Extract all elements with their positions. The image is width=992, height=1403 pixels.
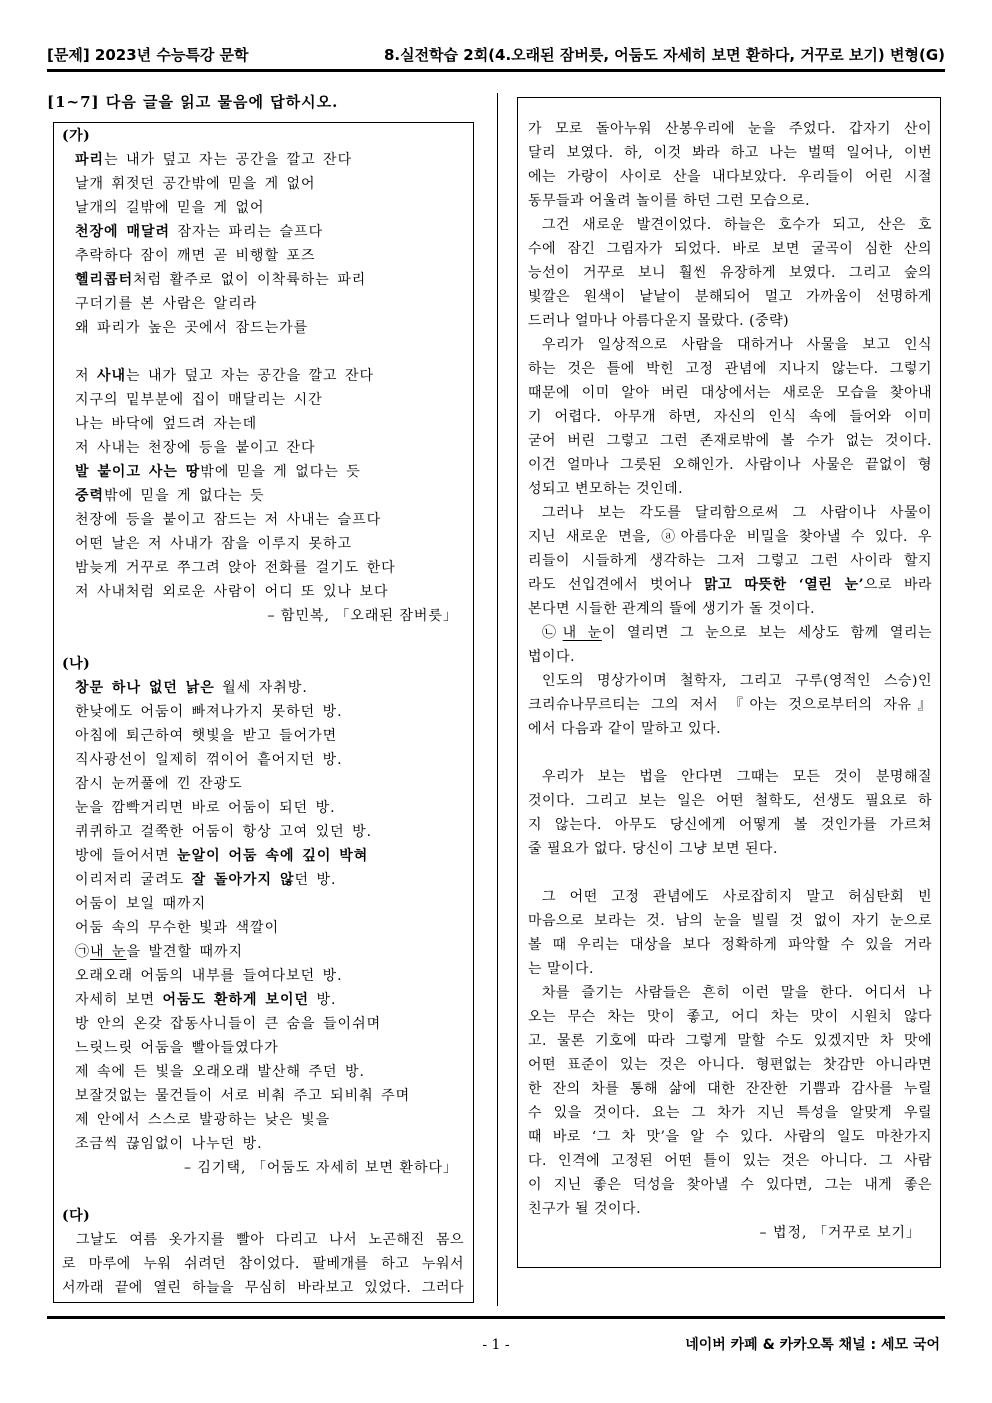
prose-line: 그날도 여름 옷가지를 빨아 다리고 나서 노곤해진 몸으 [76, 1232, 464, 1248]
bold-emphasis: 사내 [96, 368, 127, 384]
text-segment: 밖에 믿을 게 없다는 듯 [200, 464, 361, 480]
prose-line: 드러나 얼마나 아름다운지 몰랐다. (중략) [528, 313, 790, 329]
section-label: (나) [62, 656, 91, 672]
poem-line [62, 484, 464, 508]
text-segment: ㉡ [542, 625, 563, 641]
prose-line: 수 있을 것이다. 요는 그 차가 지닌 특성을 알맞게 우릴 [528, 1105, 932, 1121]
poem-line: 왜 파리가 높은 곳에서 잠드는가를 [75, 320, 309, 336]
publisher-channel: 네이버 카페 & 카카오톡 채널 : 세모 국어 [685, 1337, 940, 1353]
blank-line [528, 741, 932, 765]
poem-line: 밤늦게 거꾸로 쭈그려 앉아 전화를 걸기도 한다 [75, 560, 396, 576]
prose-line: 그건 새로운 발견이었다. 하늘은 호수가 되고, 산은 호 [542, 217, 932, 233]
prose-line: 로 마루에 누워 쉬려던 참이었다. 팔베개를 하고 누워서 [62, 1256, 464, 1272]
poem-line: 추락하다 잠이 깨면 곧 비행할 포즈 [75, 248, 316, 264]
bold-emphasis: 창문 하나 없던 낡은 [75, 680, 215, 696]
prose-line: 는 말이다. [528, 961, 594, 977]
poem-line: 제 속에 든 빛을 오래오래 발산해 주던 방. [75, 1064, 365, 1080]
poem-line: 저 사내처럼 외로운 사람이 어디 또 있나 보다 [75, 584, 389, 600]
lesson-title: 8.실전학습 2회(4.오래된 잠버릇, 어둠도 자세히 보면 환하다, 거꾸로 보기) 변형(G) [383, 46, 945, 64]
text-segment: 는 내가 덮고 자는 공간을 깔고 잔다 [126, 368, 375, 384]
prose-line: 이건 얼마나 그릇된 오해인가. 사람이나 사물은 끝없이 형 [528, 457, 932, 473]
poem-line: 느릿느릿 어둠을 빨아들였다가 [75, 1040, 279, 1056]
poem-line: 조금씩 끊임없이 나누던 방. [75, 1136, 263, 1152]
bold-emphasis: 어둠도 환하게 보이던 [162, 992, 309, 1008]
prose-line: 리들이 시들하게 생각하는 그저 그렇고 그런 사이라 할지 [528, 553, 932, 569]
prose-line: 마음으로 보라는 것. 남의 눈을 빌릴 것 없이 자기 눈으로 [528, 913, 932, 929]
paragraph [528, 621, 932, 669]
prose-line: 서까래 끝에 열린 하늘을 무심히 바라보고 있었다. 그러다 [62, 1280, 464, 1296]
poem-line [62, 220, 464, 244]
exam-title: [문제] 2023년 수능특강 문학 [47, 46, 249, 64]
poem-line [62, 148, 464, 172]
poem-line: 제 안에서 스스로 발광하는 낮은 빛을 [75, 1112, 331, 1128]
bold-emphasis: 잘 돌아가지 않 [191, 872, 295, 888]
prose-line: 줄 필요가 없다. 당신이 그냥 보면 된다. [528, 841, 778, 857]
prose-line: 가 모로 돌아누워 산봉우리에 눈을 주었다. 갑자기 산이 [528, 121, 932, 137]
prose-line: 어떤 표준이 있는 것은 아니다. 형편없는 찻감만 아니라면 [528, 1057, 932, 1073]
prose-line: 하는 것은 틀에 박힌 고정 관념에 지나지 않는다. 그렇기 [528, 361, 932, 377]
text-segment: 방에 들어서면 [75, 848, 178, 864]
blank-line [62, 340, 464, 364]
poem-line: 날개 휘젓던 공간밖에 믿을 게 없어 [75, 176, 316, 192]
poem-line: 천장에 등을 붙이고 잠드는 저 사내는 슬프다 [75, 512, 382, 528]
underlined-phrase: 내 눈 [562, 625, 602, 641]
poem-line [62, 844, 464, 868]
prose-line [528, 621, 932, 645]
poem-line: 지구의 밑부분에 집이 매달리는 시간 [75, 392, 323, 408]
text-segment: 잠자는 파리는 슬프다 [170, 224, 324, 240]
column-divider [497, 93, 498, 1306]
poem-line [62, 268, 464, 292]
source-citation: – 법정, 「거꾸로 보기」 [759, 1225, 921, 1241]
prose-line: 때문에 이미 알아 버린 대상에서는 새로운 모습을 찾아내 [528, 385, 932, 401]
paragraph [528, 117, 932, 213]
poem-line: 저 사내는 천장에 등을 붙이고 잔다 [75, 440, 316, 456]
prose-line: 고. 물론 기호에 따라 그렇게 말할 수도 있겠지만 차 맛에 [528, 1033, 932, 1049]
section-label: (다) [62, 1208, 91, 1224]
text-segment: 이 열리면 그 눈으로 보는 세상도 함께 열리는 [601, 625, 932, 641]
prose-line: 수에 잠긴 그림자가 되었다. 바로 보면 굴곡이 심한 산의 [528, 241, 932, 257]
header-rule [47, 69, 945, 72]
passage-box-left [53, 122, 474, 1303]
prose-line: 인도의 명상가이며 철학자, 그리고 구루(영적인 스승)인 [542, 673, 932, 689]
poem-line [62, 988, 464, 1012]
poem-line: 방 안의 온갖 잡동사니들이 큰 숨을 들이쉬며 [75, 1016, 382, 1032]
poem-line: 잠시 눈꺼풀에 낀 잔광도 [75, 776, 243, 792]
prose-line: 그 어떤 고정 관념에도 사로잡히지 말고 허심탄회 빈 [542, 889, 932, 905]
poem-line [62, 940, 464, 964]
prose-line: 그러나 보는 각도를 달리함으로써 그 사람이나 사물이 [542, 505, 932, 521]
poem-line: 직사광선이 일제히 꺾이어 흩어지던 방. [75, 752, 343, 768]
paragraph [528, 213, 932, 333]
prose-line: 성되고 변모하는 것인데. [528, 481, 684, 497]
poem-line: 아침에 퇴근하여 햇빛을 받고 들어가면 [75, 728, 338, 744]
blank-line [528, 861, 932, 885]
source-citation: – 함민복, 「오래된 잠버릇」 [267, 608, 458, 624]
paragraph [528, 501, 932, 621]
section-label: (가) [62, 128, 91, 144]
text-segment: 던 방. [294, 872, 337, 888]
prose-line: 다. 인격에 고정된 어떤 틀이 있는 것은 아니다. 그 사람 [528, 1153, 932, 1169]
bold-emphasis: 파리 [75, 152, 105, 168]
prose-line: 동무들과 어울려 놀이를 하던 그런 모습으로. [528, 193, 811, 209]
text-segment: 는 내가 덮고 자는 공간을 깔고 잔다 [104, 152, 353, 168]
prose-line: 에는 가랑이 사이로 산을 내다보았다. 우리들이 어린 시절 [528, 169, 932, 185]
text-segment: 저 [75, 368, 97, 384]
prose-line: 달리 보였다. 하, 이것 봐라 하고 나는 벌떡 일어나, 이번 [528, 145, 932, 161]
prose-line: 빛깔은 원색이 낱낱이 분해되어 멀고 가까움이 선명하게 [528, 289, 932, 305]
poem-line: 보잘것없는 물건들이 서로 비춰 주고 되비춰 주며 [75, 1088, 411, 1104]
poem-line: 한낮에도 어둠이 빠져나가지 못하던 방. [75, 704, 343, 720]
poem-line: 어둠 속의 무수한 빛과 색깔이 [75, 920, 280, 936]
prose-line: 볼 때 우리는 대상을 보다 정확하게 파악할 수 있을 거라 [528, 937, 932, 953]
paragraph [528, 885, 932, 981]
bold-emphasis: 천장에 매달려 [75, 224, 171, 240]
poem-line: 구더기를 본 사람은 알리라 [75, 296, 258, 312]
text-segment: 방. [309, 992, 337, 1008]
prose-line: 때 바로 ‘그 차 맛’을 알 수 있다. 사람의 일도 마찬가지 [528, 1129, 932, 1145]
prose-line [528, 573, 932, 597]
blank-line [62, 1180, 464, 1204]
prose-line: 우리가 보는 법을 안다면 그때는 모든 것이 분명해질 [542, 769, 932, 785]
prose-line: 기 어렵다. 아무개 하면, 자신의 인식 속에 들어와 이미 [528, 409, 932, 425]
poem-line: 오래오래 어둠의 내부를 들여다보던 방. [75, 968, 343, 984]
text-segment: ㉠ [75, 944, 90, 960]
bold-emphasis: 발 붙이고 사는 땅 [75, 464, 201, 480]
poem-line [62, 676, 464, 700]
poem-line [62, 460, 464, 484]
source-citation: – 김기택, 「어둠도 자세히 보면 환하다」 [183, 1160, 458, 1176]
prose-line: 한 잔의 차를 통해 삶에 대한 잔잔한 기쁨과 감사를 누릴 [528, 1081, 932, 1097]
text-segment: 이리저리 굴려도 [75, 872, 192, 888]
poem-line: 나는 바닥에 엎드려 자는데 [75, 416, 258, 432]
bold-emphasis: 헬리콥터 [75, 272, 134, 288]
poem-line: 퀴퀴하고 걸쭉한 어둠이 항상 고여 있던 방. [75, 824, 373, 840]
question-instruction: [1~7] 다음 글을 읽고 물음에 답하시오. [47, 93, 339, 111]
prose-line: 굳어 버린 그렇고 그런 존재로밖에 볼 수가 없는 것이다. [528, 433, 932, 449]
prose-line: 차를 즐기는 사람들은 흔히 이런 말을 한다. 어디서 나 [542, 985, 932, 1001]
passage-box-right [517, 97, 941, 1268]
text-segment: 으로 바라 [864, 577, 933, 593]
prose-line: 능선이 거꾸로 보니 훨씬 유장하게 보였다. 그리고 숲의 [528, 265, 932, 281]
prose-line: 크리슈나무르티는 그의 저서 『아는 것으로부터의 자유』 [528, 697, 932, 713]
prose-line: 친구가 될 것이다. [528, 1201, 642, 1217]
poem-line: 어둠이 보일 때까지 [75, 896, 207, 912]
paragraph [528, 981, 932, 1221]
poem-line [62, 364, 464, 388]
text-segment: 을 발견할 때까지 [126, 944, 244, 960]
bold-emphasis: 중력 [75, 488, 105, 504]
prose-line: 이 지닌 좋은 덕성을 찾아낼 수 있다면, 그는 내게 좋은 [528, 1177, 932, 1193]
poem-line [62, 868, 464, 892]
blank-line [62, 628, 464, 652]
paragraph [62, 1228, 464, 1300]
prose-line: 에서 다음과 같이 말하고 있다. [528, 721, 722, 737]
text-segment: 처럼 활주로 없이 이착륙하는 파리 [133, 272, 367, 288]
paragraph [528, 333, 932, 501]
prose-line: 우리가 일상적으로 사람을 대하거나 사물을 보고 인식 [542, 337, 932, 353]
paragraph [528, 669, 932, 741]
poem-line: 날개의 길밖에 믿을 게 없어 [75, 200, 265, 216]
footer-rule [47, 1316, 945, 1319]
page-number: - 1 - [482, 1337, 510, 1353]
underlined-phrase: 내 눈 [90, 944, 127, 960]
prose-line: 법이다. [528, 649, 576, 665]
text-segment: 자세히 보면 [75, 992, 163, 1008]
text-segment: 월세 자취방. [214, 680, 308, 696]
prose-line: 지닌 새로운 면을, ⓐ아름다운 비밀을 찾아낼 수 있다. 우 [528, 529, 932, 545]
paragraph [528, 765, 932, 861]
poem-line: 눈을 깜빡거리면 바로 어둠이 되던 방. [75, 800, 336, 816]
bold-emphasis: 눈알이 어둠 속에 깊이 박혀 [177, 848, 369, 864]
text-segment: 밖에 믿을 게 없다는 듯 [104, 488, 265, 504]
bold-emphasis: 맑고 따뜻한 ‘열린 눈’ [704, 577, 864, 593]
prose-line: 오는 무슨 차는 맛이 좋고, 어디 차는 맛이 시원치 않다 [528, 1009, 932, 1025]
prose-line: 지 않는다. 아무도 당신에게 어떻게 볼 것인가를 가르쳐 [528, 817, 932, 833]
poem-line: 어떤 날은 저 사내가 잠을 이루지 못하고 [75, 536, 353, 552]
text-segment: 라도 선입견에서 벗어나 [528, 577, 705, 593]
prose-line: 본다면 시들한 관계의 뜰에 생기가 돌 것이다. [528, 601, 816, 617]
prose-line: 것이다. 그리고 보는 일은 어떤 철학도, 선생도 필요로 하 [528, 793, 932, 809]
